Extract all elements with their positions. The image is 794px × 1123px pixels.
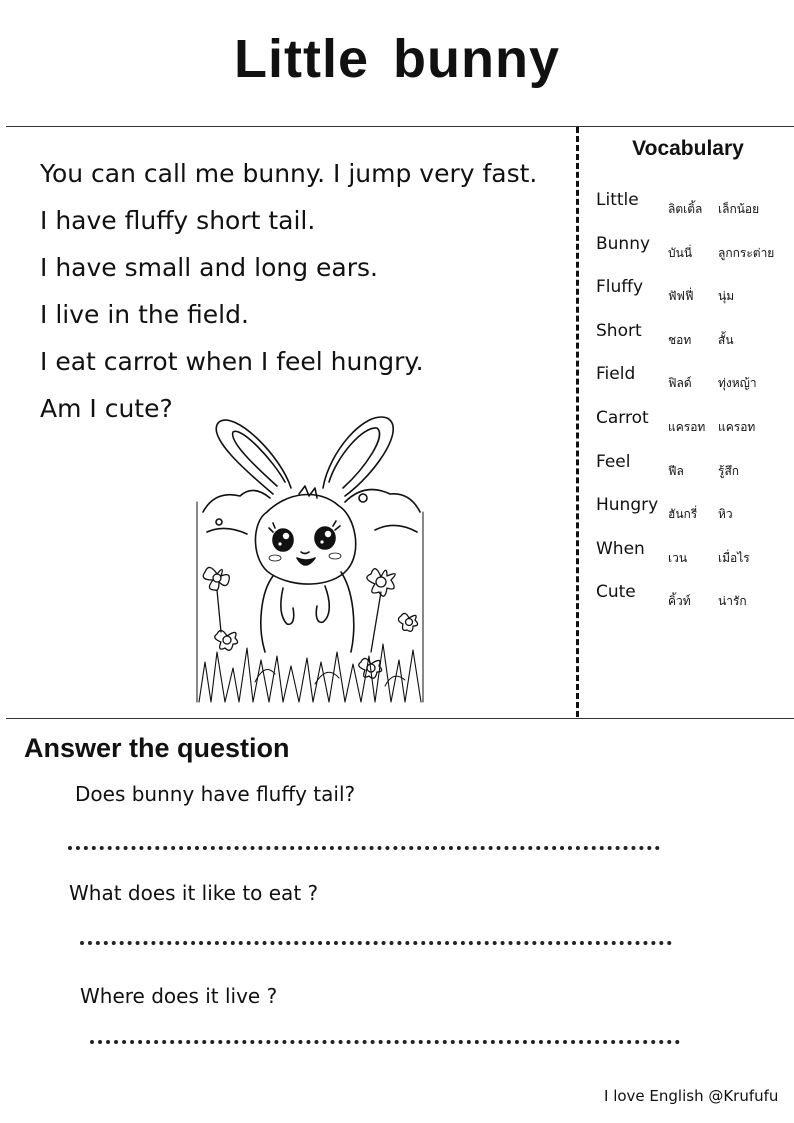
story-line: I have small and long ears. <box>40 253 378 282</box>
vocab-word: Hungry <box>596 495 659 516</box>
bunny-illustration <box>195 412 427 708</box>
question-1: Does bunny have fluffy tail? <box>75 782 356 806</box>
vertical-dashed-divider <box>576 127 579 717</box>
answer-line-2[interactable] <box>80 941 672 945</box>
vocab-meaning: ลูกกระต่าย <box>718 245 775 260</box>
vocab-word: Fluffy <box>596 277 644 298</box>
vocab-meaning: หิว <box>718 507 733 522</box>
vocab-meaning: รู้สึก <box>718 463 740 478</box>
story-line: I live in the field. <box>40 300 249 329</box>
question-3: Where does it live ? <box>80 984 278 1008</box>
vocab-pronunciation: ฟัฟฟี่ <box>668 289 694 304</box>
vocab-word: Little <box>596 190 639 210</box>
vocab-pronunciation: ฟีล <box>668 463 684 478</box>
vocab-word: Field <box>596 364 636 385</box>
vocab-word: Short <box>596 320 642 341</box>
answer-line-3[interactable] <box>90 1040 680 1044</box>
story-line: Am I cute? <box>40 394 173 423</box>
page-title: Little bunny <box>234 29 560 89</box>
story-line: You can call me bunny. I jump very fast. <box>40 159 538 188</box>
story-line: I eat carrot when I feel hungry. <box>40 347 424 376</box>
top-divider <box>6 126 794 127</box>
answer-line-1[interactable] <box>68 846 660 850</box>
vocab-pronunciation: ฟิลด์ <box>668 376 692 391</box>
vocab-pronunciation: ชอท <box>668 332 692 347</box>
story-line: I have fluffy short tail. <box>40 206 316 235</box>
vocab-meaning: นุ่ม <box>718 289 735 304</box>
footer-credit: I love English @Krufufu <box>604 1087 779 1105</box>
vocab-pronunciation: เวน <box>668 550 688 565</box>
questions-heading: Answer the question <box>24 733 290 763</box>
vocab-meaning: แครอท <box>718 419 756 434</box>
vocab-meaning: น่ารัก <box>718 594 747 609</box>
vocab-pronunciation: ลิตเติ้ล <box>668 202 703 216</box>
vocab-word: Carrot <box>596 407 649 428</box>
middle-divider <box>6 718 794 719</box>
vocabulary-heading: Vocabulary <box>632 137 744 160</box>
vocab-pronunciation: แครอท <box>668 419 706 434</box>
vocab-meaning: เล็กน้อย <box>718 202 760 216</box>
vocab-pronunciation: ฮันกรี่ <box>668 507 698 522</box>
vocab-word: When <box>596 538 645 559</box>
vocab-word: Cute <box>596 582 636 603</box>
vocab-meaning: สั้น <box>718 332 734 347</box>
vocab-meaning: เมื่อไร <box>718 550 750 565</box>
vocab-word: Bunny <box>596 233 651 254</box>
vocab-meaning: ทุ่งหญ้า <box>718 376 757 391</box>
story-text <box>40 150 537 432</box>
vocab-word: Feel <box>596 451 631 472</box>
vocab-pronunciation: บันนี่ <box>668 245 693 260</box>
vocab-pronunciation: คิ้วท์ <box>668 594 691 609</box>
question-2: What does it like to eat ? <box>69 881 319 905</box>
